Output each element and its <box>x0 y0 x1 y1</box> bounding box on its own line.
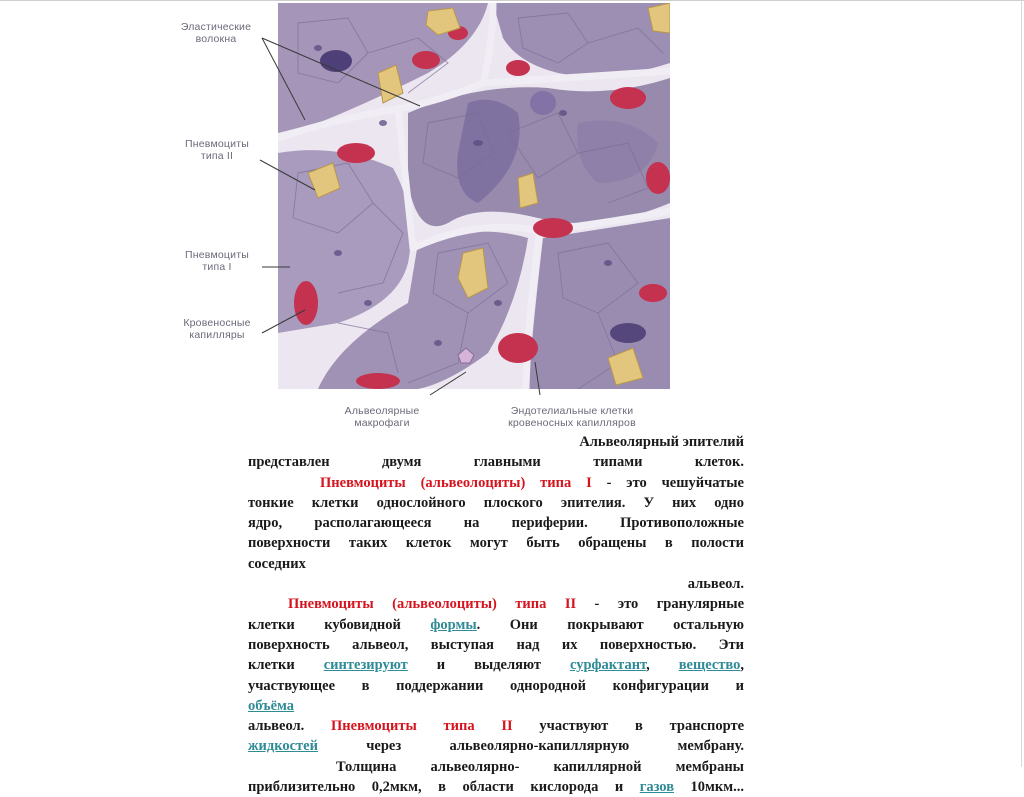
text-line-12-end: , <box>740 657 744 674</box>
text-line-7: соседних <box>248 555 306 572</box>
label-capillaries-line1: Кровеносные <box>183 317 251 329</box>
text-line-15-end: участвуют в транспорте <box>512 718 745 735</box>
label-capillaries-line2: капилляры <box>189 329 245 341</box>
label-endothelial-line2: кровеносных капилляров <box>508 417 636 429</box>
label-type1-line2: типа I <box>202 261 232 273</box>
label-blood-capillaries <box>170 317 264 341</box>
type2-inline-red: Пневмоциты типа II <box>331 718 513 735</box>
text-line-18-partial <box>248 777 745 796</box>
text-line-2: представлен двумя главными типами клеток. <box>248 454 744 471</box>
label-elastic-fibers-line2: волокна <box>195 33 237 45</box>
label-type2-line2: типа II <box>200 150 234 162</box>
text-line-15 <box>248 716 744 736</box>
label-type2-line1: Пневмоциты <box>185 138 249 150</box>
label-type1-pneumocytes <box>172 249 262 273</box>
label-elastic-fibers-line1: Эластические <box>180 21 252 33</box>
text-line-10-start: клетки кубовидной <box>248 616 431 633</box>
label-alveolar-macrophages <box>326 405 438 429</box>
text-line-10 <box>248 615 744 635</box>
label-endothelial-line1: Эндотелиальные клетки <box>510 405 634 417</box>
text-line-18-end: 10мкм... <box>674 779 745 796</box>
text-line-12-mid: и выделяют <box>407 657 570 674</box>
text-line-13: участвующее в поддержании однородной конфигурации и <box>248 677 744 694</box>
text-line-16 <box>248 736 744 756</box>
label-elastic-fibers <box>170 21 262 45</box>
text-line-3 <box>248 473 744 493</box>
text-line-9-rest: - это гранулярные <box>576 596 745 613</box>
text-line-3-rest: - это чешуйчатые <box>591 474 744 491</box>
label-endothelial-cells <box>488 405 656 431</box>
text-line-14 <box>248 696 744 716</box>
label-type1-line1: Пневмоциты <box>185 249 249 261</box>
link-volume[interactable]: объёма <box>248 697 295 714</box>
text-line-4: тонкие клетки однослойного плоского эпителия. У них одно <box>248 494 744 511</box>
text-line-12-start: клетки <box>248 657 324 674</box>
type2-heading: Пневмоциты (альвеолоциты) типа II <box>288 596 577 613</box>
link-synthesize[interactable]: синтезируют <box>323 657 408 674</box>
link-surfactant[interactable]: сурфактант <box>569 657 647 674</box>
text-line-5: ядро, располагающееся на периферии. Противоположные <box>248 515 744 532</box>
label-type2-pneumocytes <box>172 138 262 162</box>
text-line-18-start: приблизительно 0,2мкм, в области кислорода и <box>248 779 640 796</box>
text-line-16-end: через альвеолярно-капиллярную мембрану. <box>317 738 744 755</box>
text-line-8: альвеол. <box>687 576 744 593</box>
text-line-9 <box>248 594 744 614</box>
link-form[interactable]: формы <box>430 616 477 633</box>
text-line-6: поверхности таких клеток могут быть обращены в полости <box>248 535 744 552</box>
text-line-10-end: . Они покрывают остальную <box>476 616 744 633</box>
text-line-17: Толщина альвеолярно- капиллярной мембраны <box>336 758 744 775</box>
label-macrophages-line1: Альвеолярные <box>344 405 420 417</box>
text-line-11: поверхность альвеол, выступая над их поверхностью. Эти <box>248 636 744 653</box>
description-text <box>248 432 745 796</box>
link-substance[interactable]: вещество <box>678 657 741 674</box>
text-line-1: Альвеолярный эпителий <box>579 434 744 450</box>
link-fluids[interactable]: жидкостей <box>248 738 318 755</box>
link-gases[interactable]: газов <box>639 779 675 796</box>
text-line-12 <box>248 655 744 675</box>
text-line-15-start: альвеол. <box>248 718 332 735</box>
text-line-12-comma: , <box>646 657 679 674</box>
type1-heading: Пневмоциты (альвеолоциты) типа I <box>320 474 592 491</box>
label-macrophages-line2: макрофаги <box>354 417 410 429</box>
